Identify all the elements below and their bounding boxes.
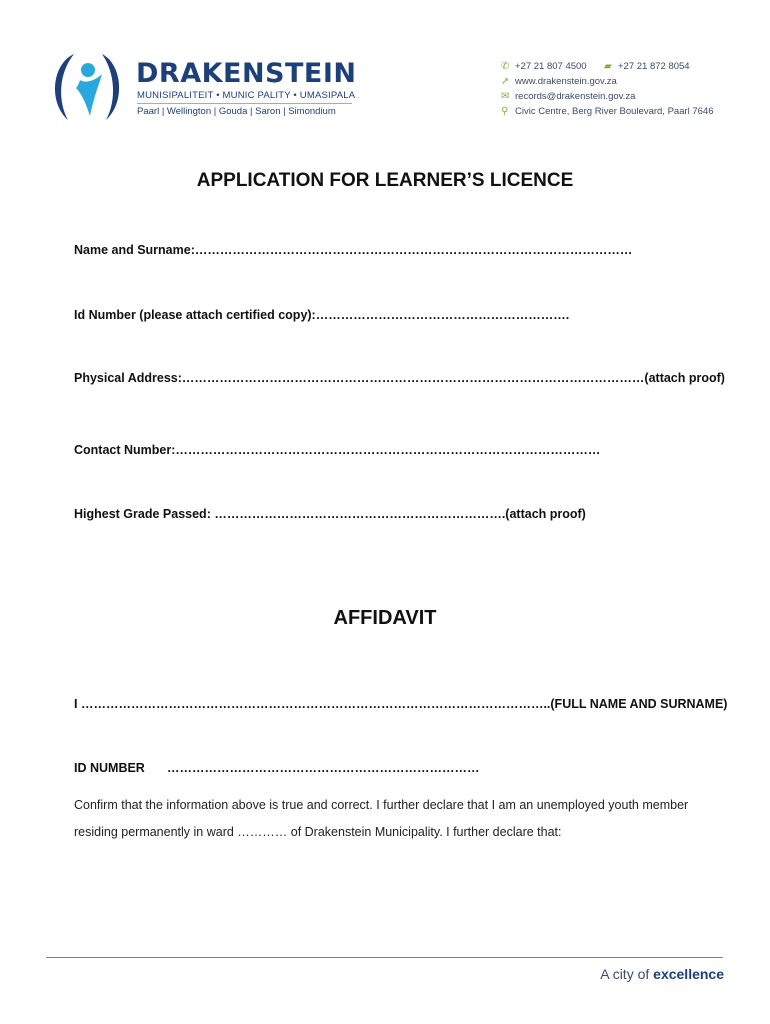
- affidavit-name-line: I …………………………………………………………………………………………………..(FULL NAME AND SURNAME): [74, 697, 728, 711]
- affidavit-id-dots: …………………………………………………………………: [167, 761, 480, 775]
- footer-tagline: [600, 966, 724, 982]
- fax-icon: ▰: [604, 61, 612, 72]
- brand-divider: [137, 103, 352, 104]
- form-title: APPLICATION FOR LEARNER’S LICENCE: [196, 170, 574, 191]
- contact-email-row: [501, 91, 635, 102]
- contact-website: www.drakenstein.gov.za: [515, 76, 617, 87]
- contact-email: records@drakenstein.gov.za: [515, 91, 636, 102]
- phone-icon: ✆: [501, 61, 510, 72]
- footer-divider: [46, 957, 723, 958]
- field-contact-number: Contact Number:…………………………………………………………………………………………: [74, 443, 601, 457]
- drakenstein-logo-icon: [44, 50, 130, 124]
- affidavit-heading: AFFIDAVIT: [333, 607, 437, 629]
- field-id-number: Id Number (please attach certified copy):…………………………………………………….: [74, 308, 570, 322]
- tagline-prefix: A city of: [600, 966, 650, 982]
- contact-phone-row: [501, 61, 587, 72]
- contact-fax: +27 21 872 8054: [618, 61, 690, 72]
- contact-phone: +27 21 807 4500: [515, 61, 587, 72]
- tagline-emphasis: excellence: [653, 966, 724, 982]
- brand-subtitle: MUNISIPALITEIT • MUNIC PALITY • UMASIPALA: [137, 90, 356, 101]
- contact-address-row: [501, 106, 714, 117]
- contact-website-row: [501, 76, 617, 87]
- field-highest-grade: Highest Grade Passed: …………………………………………………………….(attach proof): [74, 507, 586, 521]
- affidavit-paragraph: Confirm that the information above is true and correct. I further declare that I am an unemployed youth member residing permanently in ward ………… of Drakenstein Municipality. I further declare that:: [74, 798, 689, 839]
- affidavit-id-label: ID NUMBER: [74, 761, 145, 775]
- mail-icon: ✉: [501, 91, 510, 102]
- field-physical-address: Physical Address:…………………………………………………………………………………………………(attach proof): [74, 371, 725, 385]
- field-name-surname: Name and Surname:……………………………………………………………………………………………: [74, 243, 633, 257]
- brand-name: DRAKENSTEIN: [136, 58, 357, 89]
- brand-towns: Paarl | Wellington | Gouda | Saron | Simondium: [137, 106, 336, 117]
- cursor-icon: ➚: [501, 76, 510, 87]
- location-pin-icon: ⚲: [501, 106, 509, 117]
- contact-address: Civic Centre, Berg River Boulevard, Paarl 7646: [515, 106, 714, 117]
- contact-fax-row: [604, 61, 690, 72]
